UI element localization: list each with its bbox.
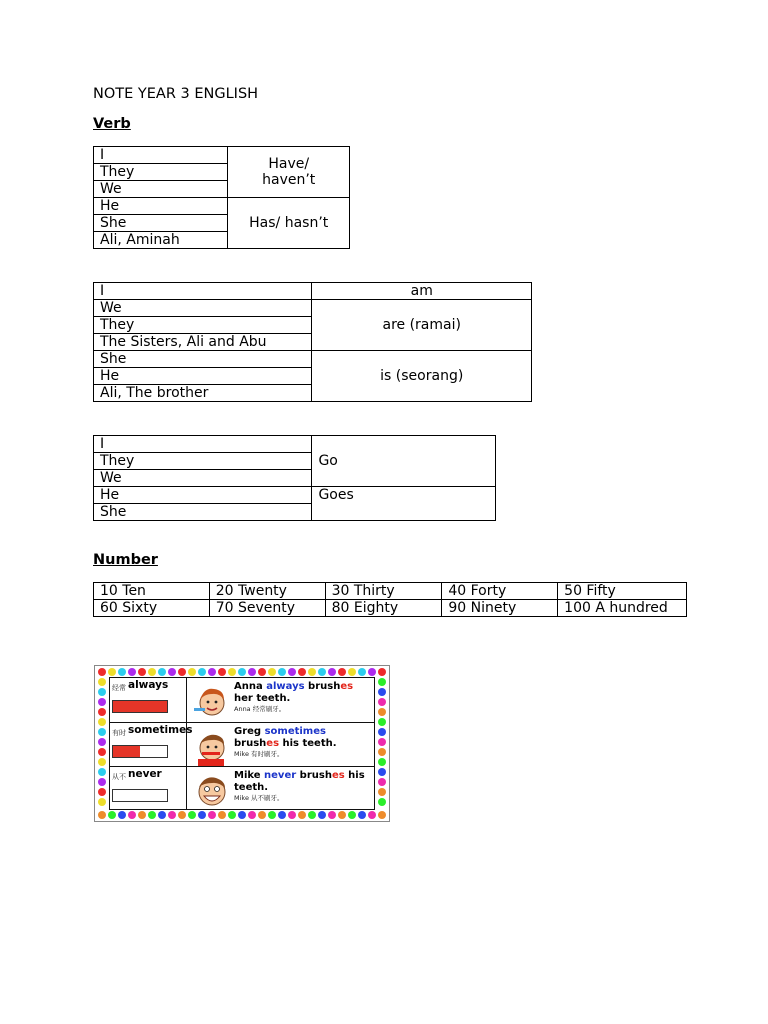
verb-cell-goes: Goes [312, 487, 496, 521]
subject-cell: She [94, 504, 312, 521]
sentence-verb: brush [299, 770, 332, 781]
border-dot [218, 811, 226, 819]
number-cell: 20 Twenty [209, 583, 325, 600]
border-dot [358, 811, 366, 819]
verb-cell-are: are (ramai) [312, 300, 532, 351]
border-dot [368, 811, 376, 819]
border-dot [188, 668, 196, 676]
table-row [94, 147, 350, 164]
verb-line: haven’t [262, 172, 316, 188]
border-dot [378, 728, 386, 736]
number-cell: 40 Forty [442, 583, 558, 600]
border-dot [378, 688, 386, 696]
border-dot [208, 811, 216, 819]
border-dot [298, 668, 306, 676]
subject-cell: We [94, 181, 228, 198]
border-dot [118, 668, 126, 676]
adverb-row-never [110, 766, 374, 811]
border-dot [308, 668, 316, 676]
sentence-rest: her teeth. [234, 693, 291, 704]
frequency-bar [112, 700, 168, 713]
border-dot [98, 708, 106, 716]
sentence-translation: Anna 经常刷牙。 [234, 705, 286, 713]
table-row [94, 600, 687, 617]
border-dot [248, 811, 256, 819]
border-dot [98, 748, 106, 756]
table-row [94, 351, 532, 368]
subject-cell: He [94, 487, 312, 504]
subject-cell: I [94, 436, 312, 453]
subject-cell: They [94, 317, 312, 334]
verb-cell-am: am [312, 283, 532, 300]
border-dot [168, 811, 176, 819]
number-heading: Number [93, 552, 158, 568]
sentence-verb: brush [308, 681, 341, 692]
border-dot [108, 811, 116, 819]
border-dot [348, 668, 356, 676]
border-dot [98, 758, 106, 766]
border-dot [338, 811, 346, 819]
border-dot [148, 668, 156, 676]
sentence-adverb: always [266, 681, 305, 692]
border-dot [378, 738, 386, 746]
example-sentence [234, 770, 372, 802]
border-dot [278, 811, 286, 819]
chinese-label: 经常 [112, 684, 126, 692]
subject-cell: Ali, The brother [94, 385, 312, 402]
border-dot [378, 758, 386, 766]
subject-cell: I [94, 283, 312, 300]
adverb-word: sometimes [128, 724, 193, 736]
border-dot [378, 768, 386, 776]
table-row [94, 283, 532, 300]
example-sentence [234, 726, 372, 758]
subject-cell: We [94, 300, 312, 317]
verb-line: Have/ [268, 156, 310, 172]
border-dot [98, 678, 106, 686]
verb-cell-is: is (seorang) [312, 351, 532, 402]
border-dot [288, 668, 296, 676]
sentence-subject: Anna [234, 681, 263, 692]
border-dot [268, 668, 276, 676]
border-dot [158, 811, 166, 819]
border-dot [98, 728, 106, 736]
border-dot [268, 811, 276, 819]
boy-brushing-icon [192, 728, 230, 766]
sentence-adverb: sometimes [264, 726, 326, 737]
subject-cell: They [94, 453, 312, 470]
sentence-verb-ending: es [266, 738, 280, 749]
border-dot [228, 811, 236, 819]
subject-cell: Ali, Aminah [94, 232, 228, 249]
border-dot [378, 718, 386, 726]
border-dot [128, 811, 136, 819]
boy-grinning-icon [192, 772, 230, 810]
border-dot [228, 668, 236, 676]
number-cell: 50 Fifty [558, 583, 687, 600]
border-dot [178, 668, 186, 676]
border-dot [378, 678, 386, 686]
border-dot [98, 738, 106, 746]
verb-cell-have [228, 147, 350, 198]
sentence-adverb: never [264, 770, 297, 781]
table-row [94, 300, 532, 317]
border-dot [278, 668, 286, 676]
subject-cell: We [94, 470, 312, 487]
number-cell: 70 Seventy [209, 600, 325, 617]
sentence-rest: his teeth. [234, 770, 365, 793]
subject-cell: They [94, 164, 228, 181]
document-title: NOTE YEAR 3 ENGLISH [93, 86, 259, 102]
frequency-bar [112, 745, 168, 758]
border-dot [118, 811, 126, 819]
adverb-row-sometimes [110, 722, 374, 767]
border-dot [208, 668, 216, 676]
border-dot [98, 718, 106, 726]
sentence-verb: brush [234, 738, 267, 749]
number-cell: 10 Ten [94, 583, 210, 600]
frequency-bar-fill [113, 746, 140, 757]
border-dot [168, 668, 176, 676]
border-dot [258, 668, 266, 676]
border-dot [258, 811, 266, 819]
border-dot [138, 811, 146, 819]
border-dot [328, 668, 336, 676]
chinese-label: 从不 [112, 773, 126, 781]
table-row [94, 583, 687, 600]
border-dot [108, 668, 116, 676]
border-dot [238, 811, 246, 819]
sentence-subject: Mike [234, 770, 261, 781]
border-dot [178, 811, 186, 819]
verb-heading: Verb [93, 116, 131, 132]
verb-cell-go: Go [312, 436, 496, 487]
number-cell: 90 Ninety [442, 600, 558, 617]
chinese-label: 有时 [112, 729, 126, 737]
subject-cell: She [94, 215, 228, 232]
border-dot [378, 698, 386, 706]
subject-cell: He [94, 198, 228, 215]
subject-cell: He [94, 368, 312, 385]
border-dot [248, 668, 256, 676]
subject-cell: She [94, 351, 312, 368]
border-dot [198, 811, 206, 819]
sentence-translation: Mike 有时刷牙。 [234, 750, 284, 758]
frequency-adverb-picture [94, 665, 390, 822]
border-dot [348, 811, 356, 819]
border-dot [318, 811, 326, 819]
border-dot [98, 798, 106, 806]
be-verb-table [93, 282, 532, 402]
subject-cell: I [94, 147, 228, 164]
number-cell: 30 Thirty [325, 583, 442, 600]
border-dot [368, 668, 376, 676]
picture-panel [109, 677, 375, 810]
border-dot [98, 668, 106, 676]
number-cell: 60 Sixty [94, 600, 210, 617]
border-dot [318, 668, 326, 676]
adverb-word: always [128, 679, 169, 691]
border-dot [148, 811, 156, 819]
sentence-verb-ending: es [340, 681, 354, 692]
border-dot [98, 698, 106, 706]
border-dot [378, 798, 386, 806]
frequency-bar [112, 789, 168, 802]
border-dot [138, 668, 146, 676]
border-dot [328, 811, 336, 819]
adverb-word: never [128, 768, 162, 780]
border-dot [98, 788, 106, 796]
border-dot [198, 668, 206, 676]
border-dot [378, 778, 386, 786]
number-cell: 80 Eighty [325, 600, 442, 617]
sentence-subject: Greg [234, 726, 262, 737]
example-sentence [234, 681, 372, 713]
border-dot [218, 668, 226, 676]
border-dot [378, 788, 386, 796]
border-dot [98, 688, 106, 696]
number-table [93, 582, 687, 617]
border-dot [308, 811, 316, 819]
border-dot [158, 668, 166, 676]
border-dot [98, 811, 106, 819]
border-dot [378, 708, 386, 716]
border-dot [338, 668, 346, 676]
sentence-rest: his teeth. [282, 738, 337, 749]
subject-cell: The Sisters, Ali and Abu [94, 334, 312, 351]
frequency-bar-fill [113, 701, 167, 712]
adverb-row-always [110, 678, 374, 722]
border-dot [128, 668, 136, 676]
girl-brushing-icon [192, 683, 230, 721]
border-dot [358, 668, 366, 676]
number-cell: 100 A hundred [558, 600, 687, 617]
border-dot [98, 768, 106, 776]
table-row [94, 198, 350, 215]
sentence-translation: Mike 从不刷牙。 [234, 794, 284, 802]
table-row [94, 487, 496, 504]
sentence-verb-ending: es [331, 770, 345, 781]
border-dot [98, 778, 106, 786]
table-row [94, 436, 496, 453]
border-dot [378, 811, 386, 819]
border-dot [298, 811, 306, 819]
have-has-table [93, 146, 350, 249]
border-dot [188, 811, 196, 819]
border-dot [238, 668, 246, 676]
border-dot [378, 668, 386, 676]
border-dot [288, 811, 296, 819]
border-dot [378, 748, 386, 756]
go-goes-table [93, 435, 496, 521]
verb-cell-has: Has/ hasn’t [228, 198, 350, 249]
